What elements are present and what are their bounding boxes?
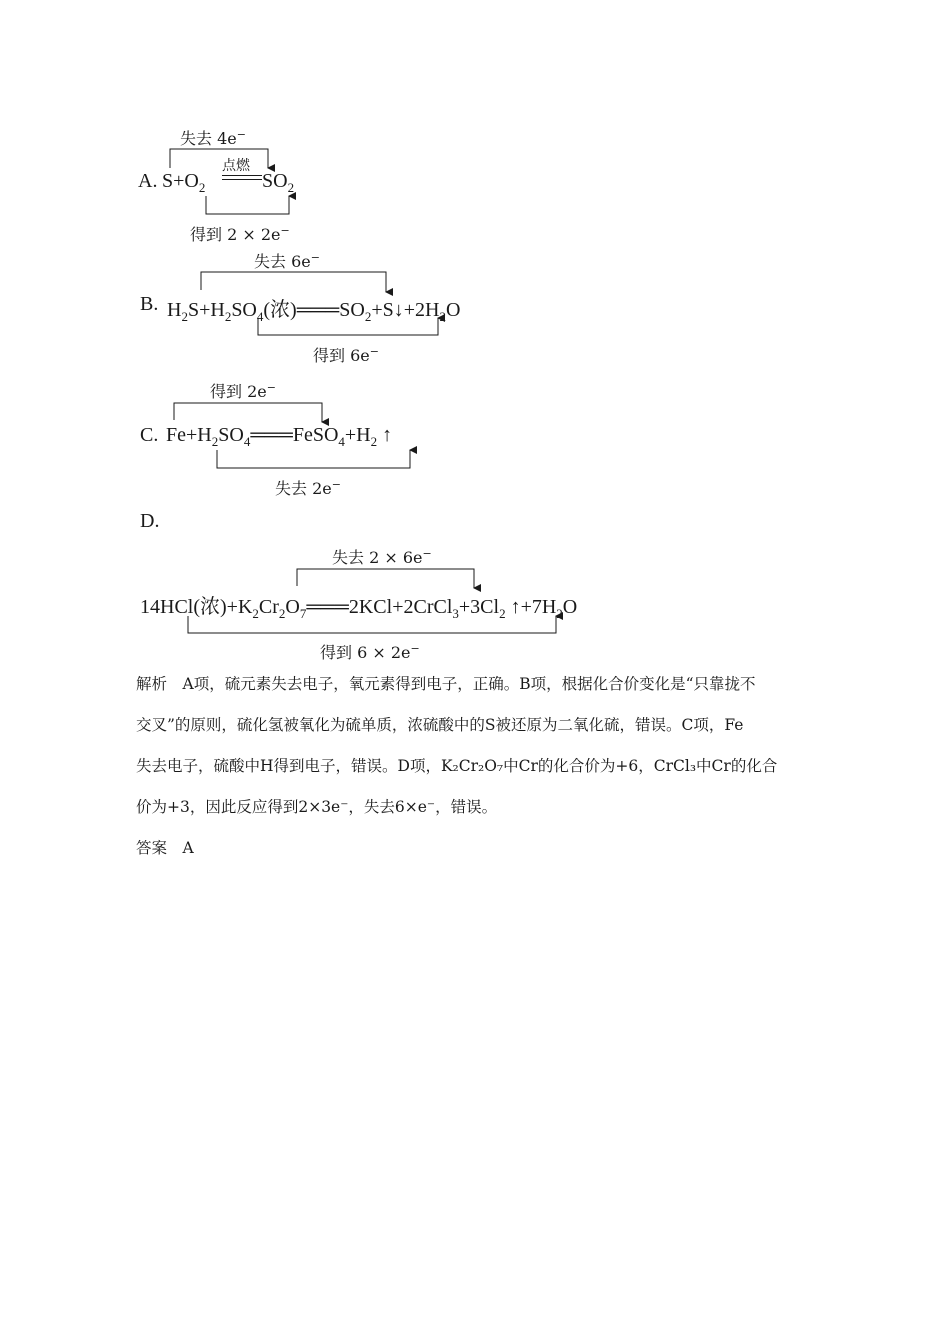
c-lose-bracket <box>217 450 410 468</box>
b-letter: B. <box>140 293 159 315</box>
c-lose-label: 失去 2e− <box>275 478 341 498</box>
b-lose-label: 失去 6e− <box>254 251 320 271</box>
a-gain-bracket <box>206 196 289 214</box>
b-lose-bracket <box>201 272 386 290</box>
analysis-paragraph <box>136 664 826 869</box>
answer-line: 答案 A <box>136 839 194 857</box>
d-letter: D. <box>140 510 160 532</box>
a-letter: A. <box>138 170 158 192</box>
a-lose-label: 失去 4e− <box>180 128 246 148</box>
d-lose-label: 失去 2 × 6e− <box>332 547 432 567</box>
d-equation: 14HCl(浓)$+K_2Cr_2O_7═══2KCl+2CrCl_3+3Cl_2$ $↑+7H_2O$ <box>140 596 578 621</box>
a-equal-sign <box>222 175 262 180</box>
a-lose-bracket <box>170 149 268 168</box>
c-gain-label: 得到 2e− <box>210 381 276 401</box>
analysis-line-3: 失去电子，硫酸中H得到电子，错误。D项，K₂Cr₂O₇中Cr的化合价为+6，CrCl₃中Cr的化合 <box>136 757 778 775</box>
analysis-line-2: 交叉”的原则，硫化氢被氧化为硫单质，浓硫酸中的S被还原为二氧化硫，错误。C项，Fe <box>136 716 744 734</box>
a-equation-left: $S+O_2$ <box>162 170 206 195</box>
analysis-line-1: 解析 A项，硫元素失去电子，氧元素得到电子，正确。B项，根据化合价变化是“只靠拢不 <box>136 675 756 693</box>
d-lose-bracket <box>297 569 474 586</box>
c-gain-bracket <box>174 403 322 420</box>
analysis-line-4: 价为+3，因此反应得到2×3e⁻，失去6×e⁻，错误。 <box>136 798 498 816</box>
d-gain-label: 得到 6 × 2e− <box>320 642 420 662</box>
b-gain-label: 得到 6e− <box>313 345 379 365</box>
a-equation-right: $SO_2$ <box>262 170 295 195</box>
b-equation: $H_2S+H_2SO_4$(浓)$═══SO_2+S↓+2H_2O$ <box>167 299 461 324</box>
c-letter: C. <box>140 424 159 446</box>
a-condition: 点燃 <box>222 158 250 174</box>
a-gain-label: 得到 2 × 2e− <box>190 224 290 244</box>
c-equation: $Fe+H_2SO_4═══FeSO_4+H_2$ ↑ <box>166 424 393 449</box>
